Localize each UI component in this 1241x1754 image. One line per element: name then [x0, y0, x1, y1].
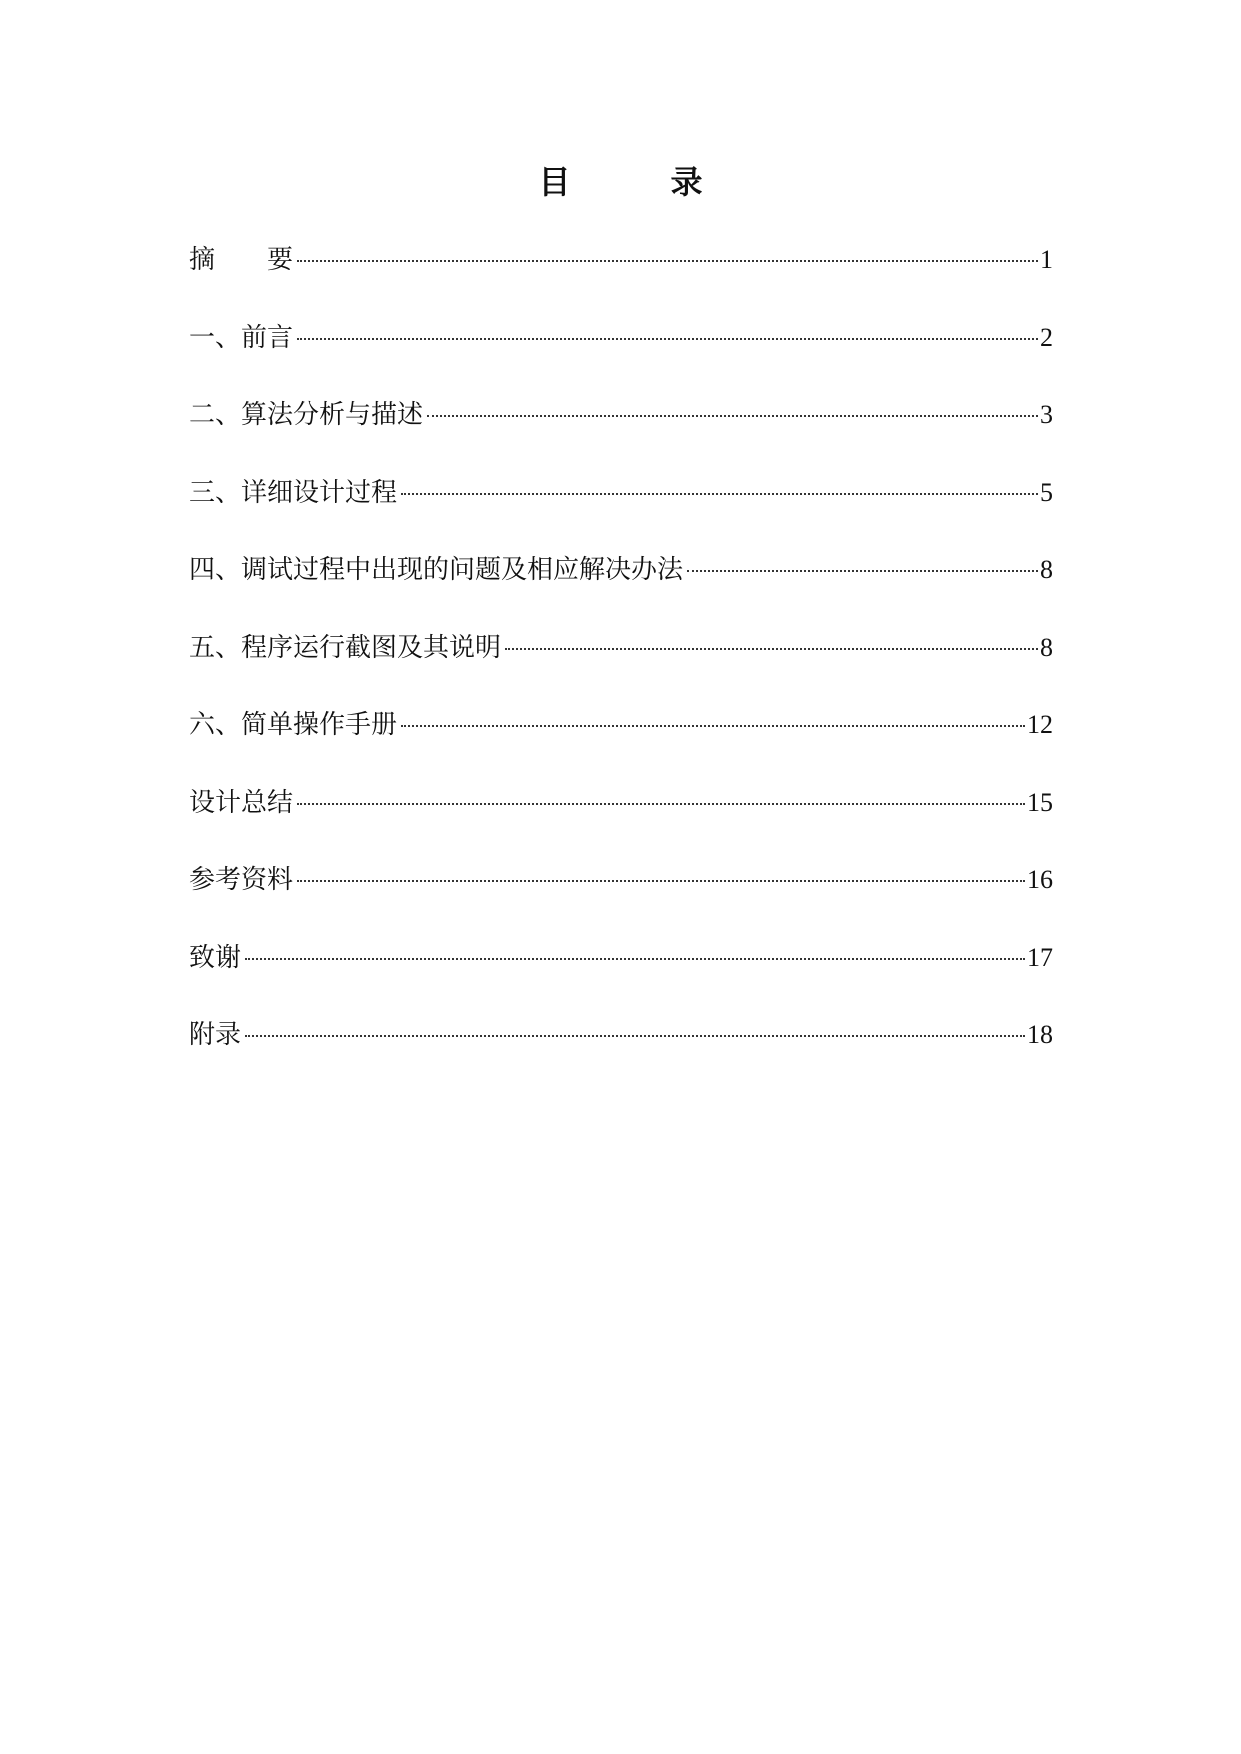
toc-entry[interactable]	[189, 395, 1053, 473]
toc-entry-page: 15	[1027, 787, 1053, 817]
toc-entry[interactable]	[189, 550, 1053, 628]
toc-entry[interactable]	[189, 318, 1053, 396]
toc-leader-dots	[401, 725, 1025, 727]
toc-entry-label: 一、前言	[189, 322, 294, 353]
toc-leader-dots	[245, 958, 1025, 960]
toc-leader-dots	[245, 1035, 1025, 1037]
toc-entry-page: 5	[1040, 477, 1053, 507]
toc-entry[interactable]	[189, 705, 1053, 783]
toc-entry-page: 16	[1027, 865, 1053, 894]
toc-entry-label: 四、调试过程中出现的问题及相应解决办法	[189, 555, 684, 585]
toc-leader-dots	[505, 648, 1038, 650]
toc-entry-page: 1	[1040, 245, 1053, 274]
toc-leader-dots	[297, 260, 1038, 262]
toc-entry-page: 3	[1040, 400, 1053, 429]
toc-entry[interactable]	[189, 783, 1053, 861]
toc-entry-page: 2	[1040, 322, 1053, 352]
toc-title: 目 录	[538, 163, 737, 201]
toc-entry[interactable]	[189, 240, 1053, 318]
toc-entry[interactable]	[189, 473, 1053, 551]
toc-entry-label: 摘 要	[189, 245, 294, 275]
toc-entry-page: 8	[1040, 632, 1053, 662]
toc-leader-dots	[297, 803, 1025, 805]
toc-entry[interactable]	[189, 860, 1053, 938]
toc-entry-label: 三、详细设计过程	[189, 477, 398, 508]
toc-leader-dots	[401, 493, 1038, 495]
toc-entry[interactable]	[189, 1015, 1053, 1093]
toc-entry[interactable]	[189, 628, 1053, 706]
toc-entry-label: 六、简单操作手册	[189, 710, 398, 740]
toc-entry-label: 致谢	[189, 942, 242, 973]
toc-leader-dots	[687, 570, 1038, 572]
toc-entry-label: 设计总结	[189, 787, 294, 818]
toc-entry-page: 8	[1040, 555, 1053, 584]
toc-entry-page: 18	[1027, 1020, 1053, 1049]
toc-leader-dots	[427, 415, 1038, 417]
toc-entry-label: 二、算法分析与描述	[189, 400, 424, 430]
toc-entry-label: 五、程序运行截图及其说明	[189, 632, 502, 663]
table-of-contents	[189, 240, 1053, 1093]
toc-entry-page: 17	[1027, 942, 1053, 972]
toc-leader-dots	[297, 880, 1025, 882]
toc-entry[interactable]	[189, 938, 1053, 1016]
toc-leader-dots	[297, 338, 1038, 340]
toc-entry-label: 附录	[189, 1020, 242, 1050]
toc-entry-label: 参考资料	[189, 865, 294, 895]
toc-entry-page: 12	[1027, 710, 1053, 739]
